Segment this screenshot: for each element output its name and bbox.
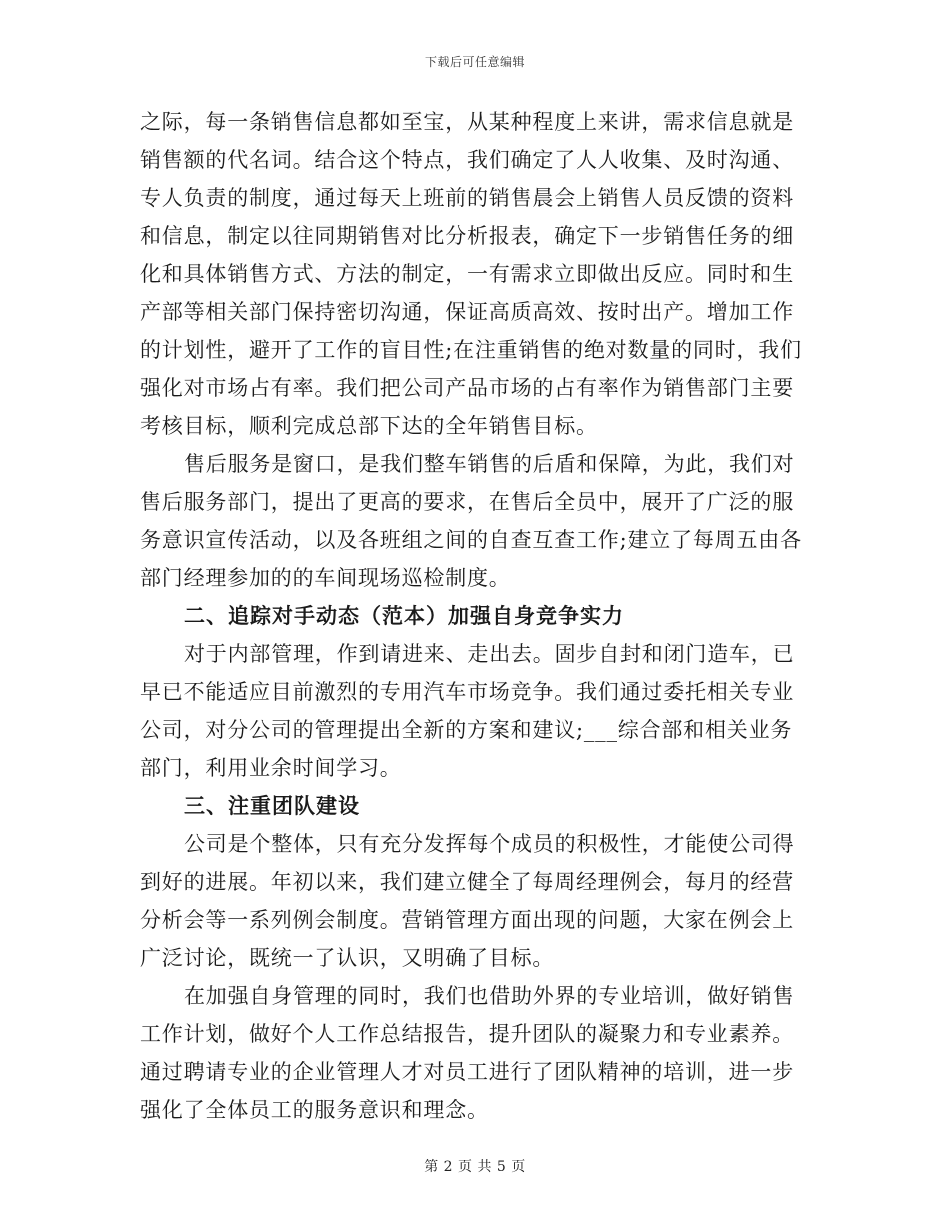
text-line: 分析会等一系列例会制度。营销管理方面出现的问题，大家在例会上 <box>140 908 794 932</box>
text-line: 之际，每一条销售信息都如至宝，从某种程度上来讲，需求信息就是 <box>140 110 794 134</box>
text-line: 强化对市场占有率。我们把公司产品市场的占有率作为销售部门主要 <box>140 376 794 400</box>
header-note: 下载后可任意编辑 <box>424 55 525 69</box>
section-heading: 二、追踪对手动态（范本）加强自身竞争实力 <box>184 603 624 628</box>
text-line: 到好的进展。年初以来，我们建立健全了每周经理例会，每月的经营 <box>140 870 794 894</box>
page-number-footer: 第 2 页 共 5 页 <box>424 1159 526 1175</box>
text-line: 部门经理参加的的车间现场巡检制度。 <box>140 566 511 590</box>
text-line: 考核目标，顺利完成总部下达的全年销售目标。 <box>140 414 598 438</box>
text-line: 公司，对分公司的管理提出全新的方案和建议;___综合部和相关业务 <box>140 718 793 742</box>
text-line: 和信息，制定以往同期销售对比分析报表，确定下一步销售任务的细 <box>140 224 794 248</box>
document-body <box>140 103 805 1129</box>
text-line: 售后服务部门，提出了更高的要求，在售后全员中，展开了广泛的服 <box>140 490 794 514</box>
text-line: 产部等相关部门保持密切沟通，保证高质高效、按时出产。增加工作 <box>140 300 794 324</box>
text-line: 对于内部管理，作到请进来、走出去。固步自封和闭门造车，已 <box>184 642 795 666</box>
text-line: 售后服务是窗口，是我们整车销售的后盾和保障，为此，我们对 <box>184 452 795 476</box>
text-line: 通过聘请专业的企业管理人才对员工进行了团队精神的培训，进一步 <box>140 1060 794 1084</box>
text-line: 化和具体销售方式、方法的制定，一有需求立即做出反应。同时和生 <box>140 262 794 286</box>
text-line: 工作计划，做好个人工作总结报告，提升团队的凝聚力和专业素养。 <box>140 1022 794 1046</box>
text-line: 专人负责的制度，通过每天上班前的销售晨会上销售人员反馈的资料 <box>140 186 794 210</box>
text-line: 部门，利用业余时间学习。 <box>140 756 402 780</box>
text-line: 在加强自身管理的同时，我们也借助外界的专业培训，做好销售 <box>184 984 795 1008</box>
text-line: 早已不能适应目前激烈的专用汽车市场竞争。我们通过委托相关专业 <box>140 680 794 704</box>
text-line: 的计划性，避开了工作的盲目性;在注重销售的绝对数量的同时，我们 <box>140 338 802 362</box>
text-line: 销售额的代名词。结合这个特点，我们确定了人人收集、及时沟通、 <box>140 148 794 172</box>
text-line: 公司是个整体，只有充分发挥每个成员的积极性，才能使公司得 <box>184 832 795 856</box>
text-line: 广泛讨论，既统一了认识，又明确了目标。 <box>140 946 555 970</box>
text-line: 强化了全体员工的服务意识和理念。 <box>140 1098 489 1122</box>
section-heading: 三、注重团队建设 <box>184 793 360 818</box>
text-line: 务意识宣传活动，以及各班组之间的自查互查工作;建立了每周五由各 <box>140 528 802 552</box>
